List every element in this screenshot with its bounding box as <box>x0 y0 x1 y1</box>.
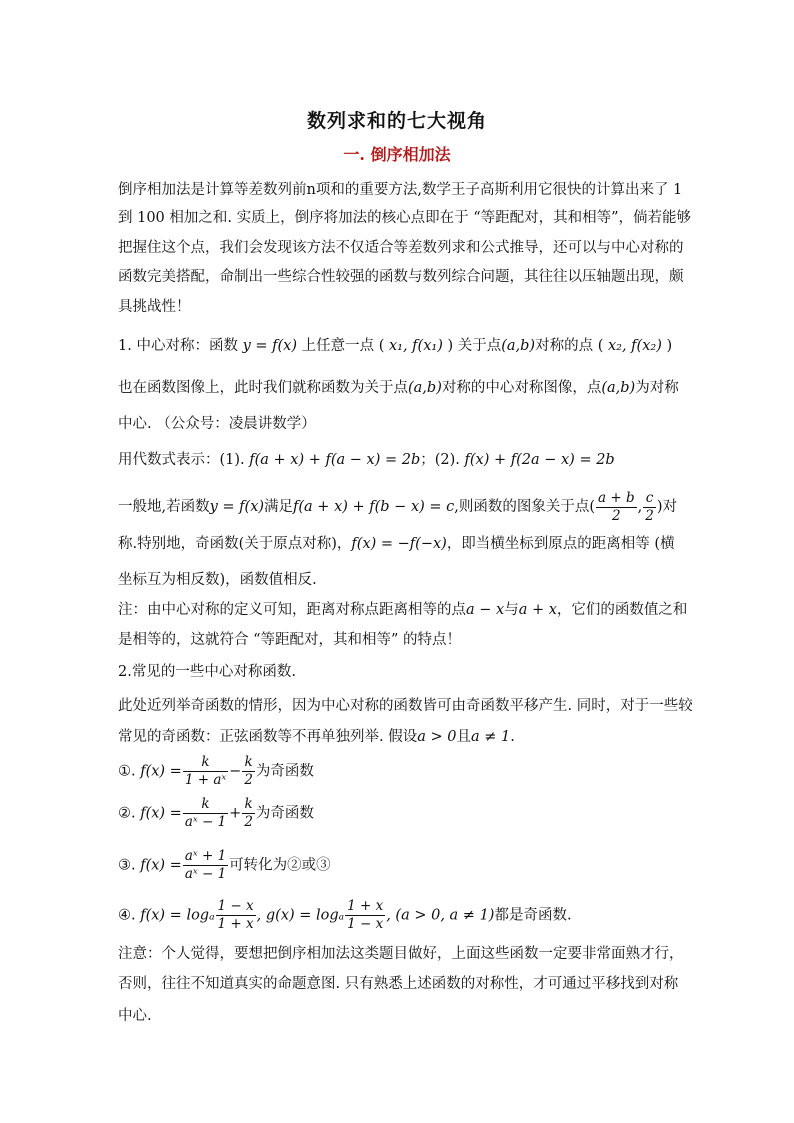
fraction: $\frac{k}{2}$ <box>244 754 253 788</box>
definition-line: 也在函数图像上，此时我们就称函数为关于点(a,b)对称的中心对称图像，点(a,b)为对称 <box>118 380 679 396</box>
math-expr: x₁, f(x₁) <box>388 338 443 354</box>
general-line: 称.特别地，奇函数(关于原点对称)，f(x) = −f(−x)，即当横坐标到原点的距离相等 (横 <box>118 536 675 552</box>
subsection-heading: 2.常见的一些中心对称函数. <box>118 664 296 680</box>
math-expr: a − x <box>466 602 505 618</box>
fraction: $\frac{a + b}{2}$ <box>598 489 635 524</box>
math-expr: f(x) = −f(−x) <box>351 536 447 552</box>
math-expr: x₂, f(x₂) <box>607 338 662 354</box>
general-line: 一般地,若函数y = f(x)满足f(a + x) + f(b − x) = c,则函数的图象关于点( $\frac{a + b}{2}$ , $\frac{c}{2}$ )对 <box>118 489 678 524</box>
math-expr: y = f(x) <box>242 338 297 354</box>
definition-line: 1. 中心对称：函数 y = f(x) 上任意一点 ( x₁, f(x₁) ) 关于点(a,b)对称的点 ( x₂, f(x₂) ) <box>118 338 673 354</box>
note-line: 是相等的，这就符合 “等距配对，其和相等” 的特点！ <box>118 632 462 648</box>
math-expr: (a,b) <box>408 380 442 396</box>
formula-3: ③. f(x) = $\frac{\text{aˣ + 1}}{\text{aˣ − 1}}$ 可转化为②或③ <box>118 848 331 882</box>
definition-line: 用代数式表示：(1). f(a + x) + f(a − x) = 2b；(2). f(x) + f(2a − x) = 2b <box>118 452 615 468</box>
page-title: 数列求和的七大视角 <box>306 110 487 132</box>
fraction: $\frac{1 + x}{1 - x}$ <box>347 898 384 932</box>
note-line: 注：由中心对称的定义可知，距离对称点距离相等的点a − x与a + x，它们的函数值之和 <box>118 602 688 618</box>
note-line: 否则，往往不知道真实的命题意图. 只有熟悉上述函数的对称性，才可通过平移找到对称 <box>118 976 679 992</box>
paragraph-line: 此处近列举奇函数的情形，因为中心对称的函数皆可由奇函数平移产生. 同时，对于一些较 <box>118 698 693 714</box>
math-expr: (a,b) <box>501 338 536 354</box>
paragraph-line: 倒序相加法是计算等差数列前n项和的重要方法,数学王子高斯利用它很快的计算出来了 1 <box>118 182 683 198</box>
paragraph-line: 到 100 相加之和. 实质上，倒序将加法的核心点即在于 “等距配对，其和相等”，倘若能够 <box>118 210 692 226</box>
note-line: 注意：个人觉得，要想把倒序相加法这类题目做好，上面这些函数一定要非常面熟才行， <box>118 946 684 962</box>
math-expr: f(x) + f(2a − x) = 2b <box>464 452 615 468</box>
fraction: $\frac{k}{2}$ <box>244 796 253 830</box>
math-expr: a + x <box>518 602 557 618</box>
math-expr: f(a + x) + f(b − x) = c <box>293 499 455 515</box>
general-line: 坐标互为相反数)，函数值相反. <box>118 572 317 588</box>
formula-4: ④. f(x) = logₐ $\frac{1 - x}{1 + x}$ , g(x) = logₐ $\frac{1 + x}{1 - x}$ , (a > 0, a ≠ 1)都是奇函数. <box>118 898 572 932</box>
fraction: $\frac{k}{\text{1 + aˣ}}$ <box>184 754 227 788</box>
definition-line: 中心. （公众号：凌晨讲数学） <box>118 416 316 432</box>
fraction: $\frac{c}{2}$ <box>645 489 654 524</box>
paragraph-line: 具挑战性！ <box>118 299 191 315</box>
paragraph-line: 函数完美搭配，命制出一些综合性较强的函数与数列综合问题，其往往以压轴题出现，颇 <box>118 269 684 285</box>
fraction: $\frac{1 - x}{1 + x}$ <box>217 898 254 932</box>
paragraph-line: 常见的奇函数：正弦函数等不再单独列举. 假设a > 0且a ≠ 1. <box>118 729 515 745</box>
math-expr: y = f(x) <box>209 499 265 515</box>
fraction: $\frac{k}{\text{aˣ − 1}}$ <box>184 796 227 830</box>
math-expr: a > 0 <box>417 729 457 745</box>
note-line: 中心. <box>118 1008 152 1024</box>
section-heading: 一. 倒序相加法 <box>343 145 451 164</box>
math-expr: a ≠ 1 <box>470 729 511 745</box>
formula-2: ②. f(x) = $\frac{k}{\text{aˣ − 1}}$ + $\frac{k}{2}$ 为奇函数 <box>118 796 314 830</box>
math-expr: f(a + x) + f(a − x) = 2b <box>249 452 421 468</box>
paragraph-line: 把握住这个点，我们会发现该方法不仅适合等差数列求和公式推导，还可以与中心对称的 <box>118 240 684 256</box>
math-expr: (a,b) <box>601 380 636 396</box>
formula-1: ①. f(x) = $\frac{k}{\text{1 + aˣ}}$ − $\frac{k}{2}$ 为奇函数 <box>118 754 314 788</box>
fraction: $\frac{\text{aˣ + 1}}{\text{aˣ − 1}}$ <box>184 848 227 882</box>
